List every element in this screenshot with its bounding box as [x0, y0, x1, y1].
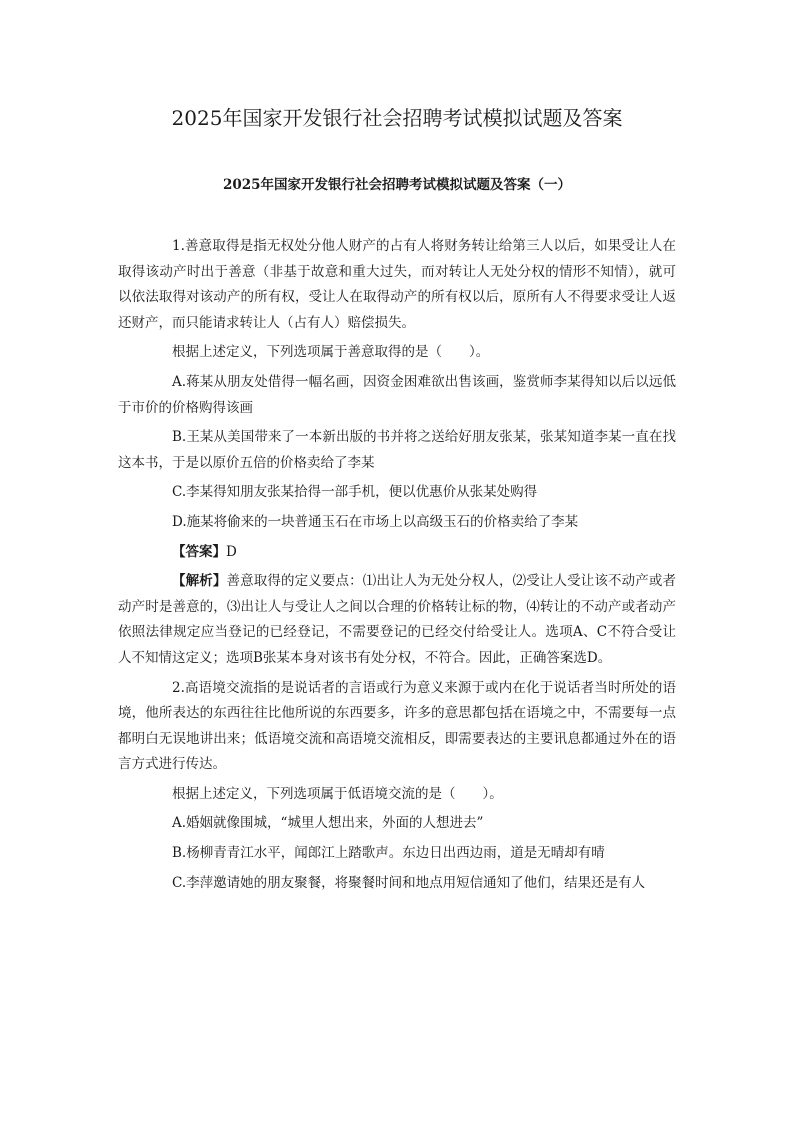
- analysis-label: 【解析】: [172, 573, 227, 590]
- document-body: [118, 234, 676, 900]
- q1-option-c: C.李某得知朋友张某拾得一部手机，便以优惠价从张某处购得: [172, 484, 538, 501]
- answer-value: D: [226, 543, 237, 560]
- answer-label: 【答案】: [172, 543, 226, 560]
- q1-answer: [118, 540, 676, 566]
- document-title: 2025年国家开发银行社会招聘考试模拟试题及答案: [171, 106, 623, 130]
- q2-option-a: A.婚姻就像围城，“城里人想出来，外面的人想进去”: [172, 815, 484, 832]
- q1-option-d: D.施某将偷来的一块普通玉石在市场上以高级玉石的价格卖给了李某: [172, 513, 579, 530]
- section-title: 2025年国家开发银行社会招聘考试模拟试题及答案（一）: [222, 177, 572, 193]
- q1-option-a: A.蒋某从朋友处借得一幅名画，因资金困难欲出售该画，鉴赏师李某得知以后以远低于市价的价格购得该画: [118, 373, 676, 416]
- q1-stem: 1.善意取得是指无权处分他人财产的占有人将财务转让给第三人以后，如果受让人在取得该动产时出于善意（非基于故意和重大过失，而对转让人无处分权的情形不知情），就可以依法取得对该动产的所有权，受让人在取得动产的所有权以后，原所有人不得要求受让人返还财产，而只能请求转让人（占有人）赔偿损失。: [118, 238, 676, 331]
- q1-question: 根据上述定义，下列选项属于善意取得的是（ ）。: [172, 344, 490, 361]
- q1-option-b: B.王某从美国带来了一本新出版的书并将之送给好朋友张某，张某知道李某一直在找这本书，于是以原价五倍的价格卖给了李某: [118, 429, 676, 471]
- analysis-text: 善意取得的定义要点：⑴出让人为无处分权人，⑵受让人受让该不动产或者动产时是善意的，⑶出让人与受让人之间以合理的价格转让标的物，⑷转让的不动产或者动产依照法律规定应当登记的已经登记，不需要登记的已经交付给受让人。选项A、C不符合受让人不知情这定义；选项B张某本身对该书有处分权，不符合。因此，正确答案选D。: [118, 573, 676, 666]
- q1-analysis: [118, 569, 676, 671]
- q2-option-b: B.杨柳青青江水平，闻郎江上踏歌声。东边日出西边雨，道是无晴却有晴: [172, 845, 605, 862]
- q2-stem: 2.高语境交流指的是说话者的言语或行为意义来源于或内在化于说话者当时所处的语境，他所表达的东西往往比他所说的东西要多，许多的意思都包括在语境之中，不需要每一点都明白无误地讲出来；低语境交流和高语境交流相反，即需要表达的主要讯息都通过外在的语言方式进行传达。: [118, 679, 676, 773]
- q2-question: 根据上述定义，下列选项属于低语境交流的是（ ）。: [172, 785, 503, 802]
- q2-option-c: C.李萍邀请她的朋友聚餐，将聚餐时间和地点用短信通知了他们，结果还是有人: [172, 874, 646, 891]
